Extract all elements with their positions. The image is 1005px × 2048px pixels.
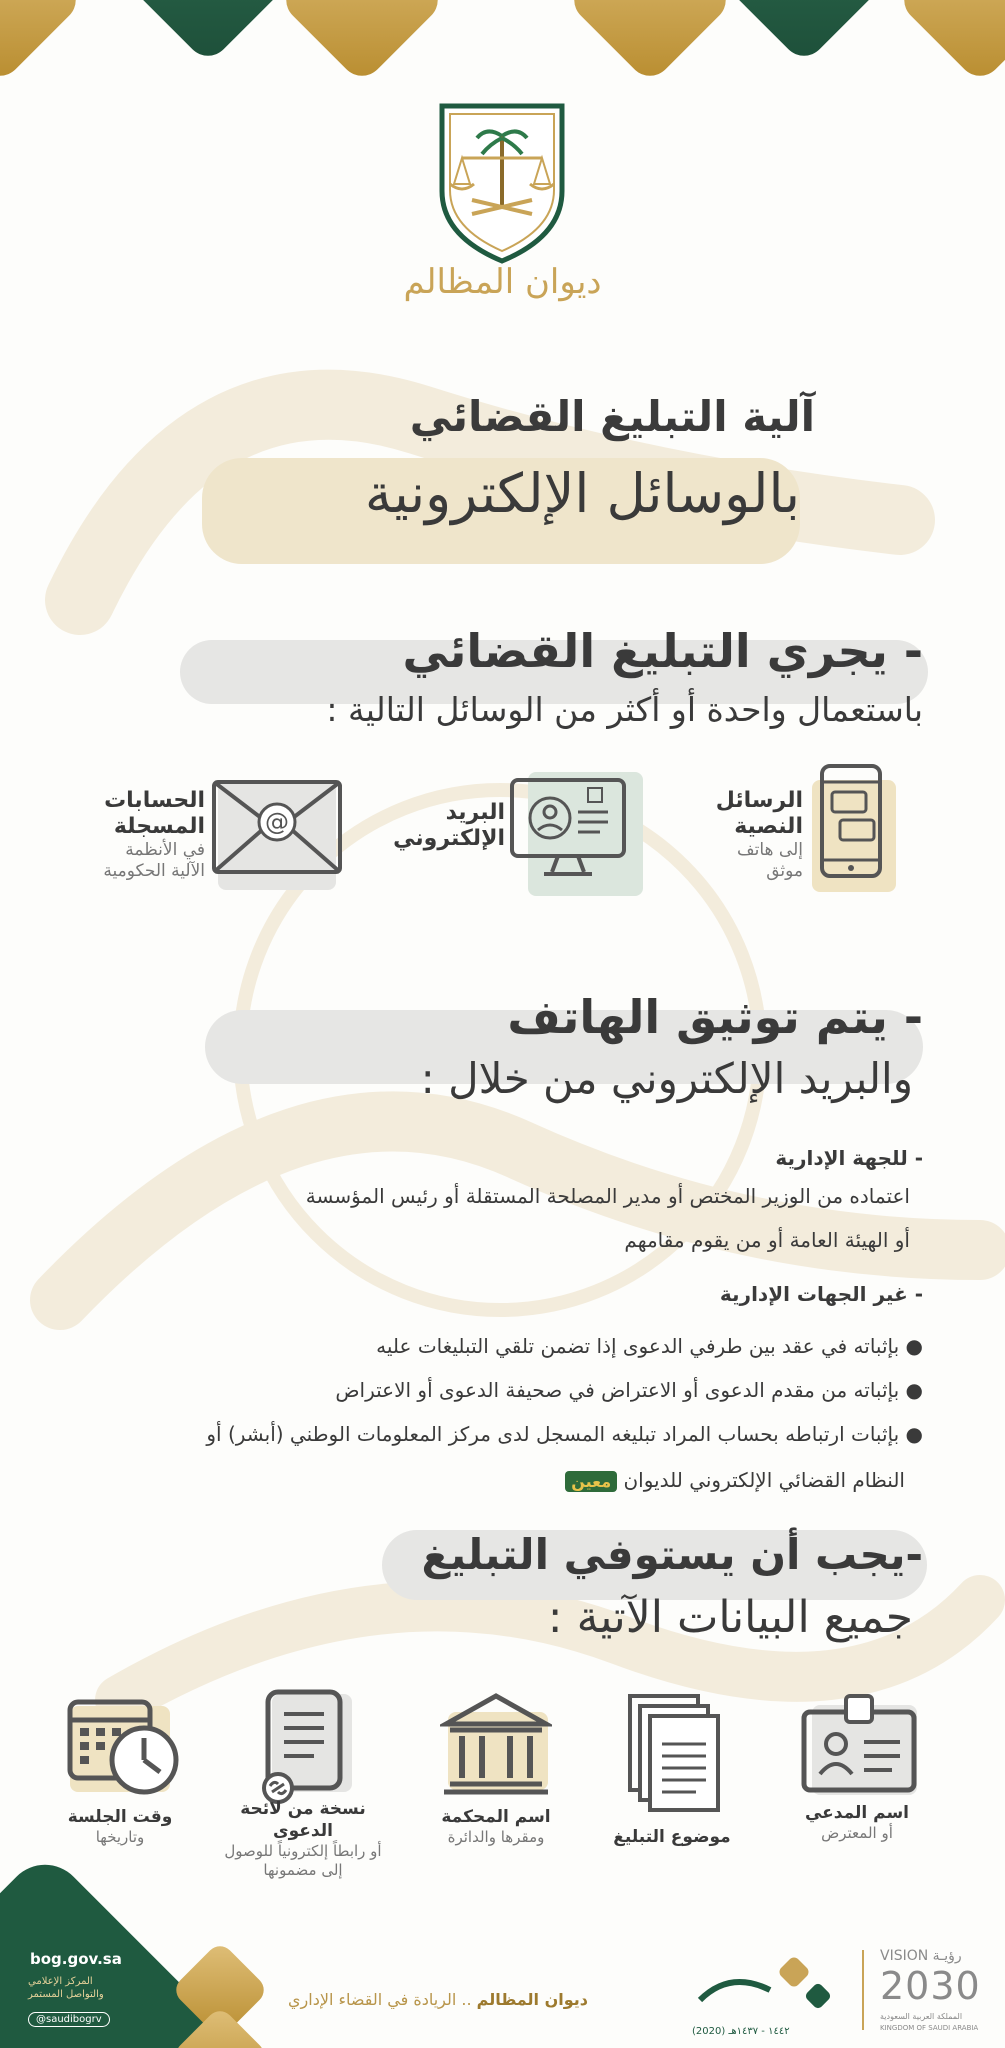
media-center-text [28,1975,138,2001]
means-sub: إلى هاتف [737,840,803,860]
bullet-item [43,1422,923,1446]
bullet-item [43,1378,923,1402]
phone-message-icon [818,762,884,880]
verify-heading: - يتم توثيق الهاتف [507,990,923,1044]
means-title: الرسائل النصية [715,788,803,839]
data-item-title: موضوع التبليغ [613,1827,731,1847]
anniversary-date: (2020) ١٤٤٢ - ١٤٣٧هـ [692,2026,790,2037]
decor-diamond [0,0,85,85]
media-center-line: والتواصل المستمر [28,1989,104,2000]
means-heading: - يجري التبليغ القضائي [402,624,923,678]
courthouse-icon [440,1690,552,1798]
documents-icon [626,1692,722,1814]
decor-diamond [895,0,1005,85]
footer-slogan [288,1990,588,2009]
kingdom-en: KINGDOM OF SAUDI ARABIA [880,2024,979,2032]
vision-year: 2030 [880,1964,981,2008]
data-subheading: جميع البيانات الآتية : [547,1592,913,1643]
means-item-email [395,800,505,852]
verify-subheading: والبريد الإلكتروني من خلال : [420,1054,913,1103]
board-of-grievances-emblem [432,96,572,266]
vision-en: VISION [880,1948,929,1964]
media-center-line: المركز الإعلامي [28,1976,93,1987]
anniversary-logo [690,1950,840,2025]
admin-entity-text-1: اعتماده من الوزير المختص أو مدير المصلحة المستقلة أو رئيس المؤسسة [305,1184,910,1208]
data-item-subject [587,1826,757,1848]
data-item-title: اسم المحكمة [441,1807,551,1827]
means-sub: في الأنظمة [125,840,205,860]
bullet-continuation [85,1468,905,1492]
bullet-text: بإثباته من مقدم الدعوى أو الاعتراض في صحيفة الدعوى أو الاعتراض [335,1378,900,1402]
decor-diamond [719,0,889,65]
data-item-title: وقت الجلسة [67,1807,173,1827]
data-item-sub: ومقرها والدائرة [447,1828,545,1846]
means-title: البريد الإلكتروني [393,800,505,851]
slogan-text: .. الريادة في القضاء الإداري [288,1990,477,2009]
nonadmin-entity-title: - غير الجهات الإدارية [719,1282,923,1306]
footer-divider [862,1950,864,2030]
bullet-dot: ● [899,1378,923,1402]
document-link-icon [262,1688,352,1804]
data-item-sub: أو رابطاً إلكترونياً للوصول إلى مضمونها [224,1842,382,1879]
means-item-sms [683,788,803,882]
bullet-text: بإثبات ارتباطه بحساب المراد تبليغه المسجل لدى مركز المعلومات الوطني (أبشر) أو [206,1422,900,1446]
vision-label [880,1948,962,1964]
main-title-line1: آلية التبليغ القضائي [409,392,815,441]
bullet-dot: ● [899,1422,923,1446]
admin-entity-text-2: أو الهيئة العامة أو من يقوم مقامهم [624,1228,910,1252]
email-envelope-icon [210,778,344,876]
data-item-session [55,1806,185,1847]
emblem-caption: ديوان المظالم [403,262,602,302]
svg-text:@: @ [265,808,289,836]
means-sub: الآلية الحكومية [103,861,205,881]
decor-diamond [277,0,447,85]
data-item-sub: وتاريخها [95,1828,145,1846]
data-item-title: نسخة من لائحة الدعوى [240,1799,366,1841]
data-item-court [411,1806,581,1847]
admin-entity-title: - للجهة الإدارية [775,1146,923,1170]
slogan-brand: ديوان المظالم [476,1990,588,2009]
moeen-logo: معين [565,1471,617,1492]
bullet-item [43,1334,923,1358]
website-link[interactable]: bog.gov.sa [30,1950,122,1968]
decor-diamond [565,0,735,85]
vision-ar: رؤيـة [932,1948,962,1964]
means-sub: موثق [766,861,803,881]
bullet-dot: ● [899,1334,923,1358]
social-handle[interactable]: @saudibogrv [28,2012,110,2027]
means-title: الحسابات المسجلة [104,788,205,839]
main-title-line2: بالوسائل الإلكترونية [364,462,800,525]
bullet-tail-text: النظام القضائي الإلكتروني للديوان [623,1468,905,1492]
means-subheading: باستعمال واحدة أو أكثر من الوسائل التالية : [326,690,923,729]
data-item-sub: أو المعترض [821,1824,893,1842]
data-item-title: اسم المدعي [804,1803,910,1823]
bullet-text: بإثباته في عقد بين طرفي الدعوى إذا تضمن تلقي التبليغات عليه [376,1334,900,1358]
decor-diamond [123,0,293,65]
data-heading: -يجب أن يستوفي التبليغ [421,1530,923,1579]
id-badge-icon [800,1692,918,1794]
means-item-accounts [65,788,205,882]
calendar-clock-icon [66,1694,182,1798]
data-item-plaintiff [772,1802,942,1843]
kingdom-ar: المملكة العربية السعودية [880,2012,963,2021]
data-item-copy [218,1798,388,1880]
computer-user-icon [508,776,628,878]
